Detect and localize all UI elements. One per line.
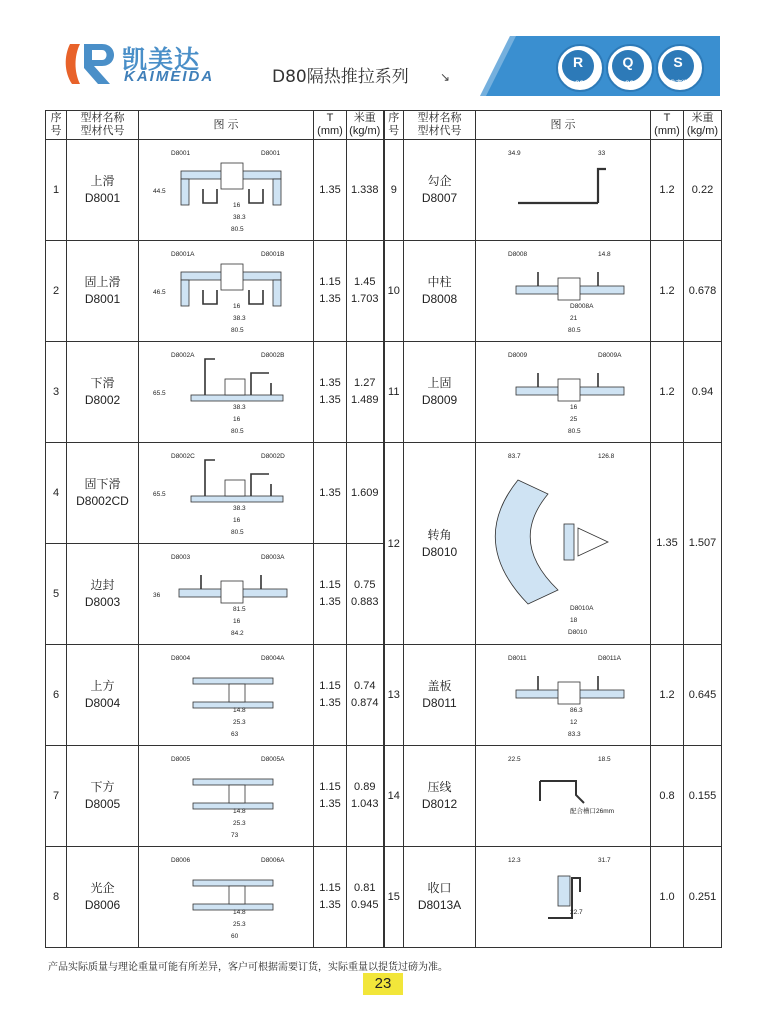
dimension-label: 80.5 [568,427,581,435]
dimension-label: D8001B [261,250,285,258]
row-name: 上固 D8009 [404,342,476,443]
dimension-label: 38.3 [233,213,246,221]
row-weight: 0.75 0.883 [347,544,384,645]
dimension-label: 84.2 [231,629,244,637]
row-thickness: 1.35 [314,140,347,241]
header-name-right: 型材名称 型材代号 [404,111,476,140]
row-no: 13 [384,645,404,746]
header-t: T (mm) [314,111,347,140]
page-number: 23 [363,973,403,995]
dimension-label: D8003 [171,553,191,561]
header-name: 型材名称 型材代号 [67,111,139,140]
profile-drawing [141,242,311,338]
dimension-label: D8001A [171,250,195,258]
row-name: 固下滑 D8002CD [67,443,139,544]
row-no: 10 [384,241,404,342]
header-t-right: T (mm) [651,111,684,140]
row-thickness: 1.2 [651,140,684,241]
dimension-label: 80.5 [231,528,244,536]
dimension-label: 25.3 [233,718,246,726]
kaimeida-logo-icon [62,38,122,88]
brand-name-cn: 凯美达 [122,45,201,74]
row-figure [139,241,314,342]
table-row [46,140,722,241]
row-name: 下方 D8005 [67,746,139,847]
row-name: 固上滑 D8001 [67,241,139,342]
row-weight: 1.507 [684,443,722,645]
row-thickness: 1.35 [651,443,684,645]
row-weight: 0.22 [684,140,722,241]
row-no: 5 [46,544,67,645]
profile-drawing [141,646,311,742]
row-weight: 0.89 1.043 [347,746,384,847]
dimension-label: D8008A [570,302,594,310]
row-thickness: 1.15 1.35 [314,746,347,847]
row-name: 压线 D8012 [404,746,476,847]
dimension-label: 31.7 [598,856,611,864]
row-thickness: 0.8 [651,746,684,847]
dimension-label: 80.5 [231,326,244,334]
dimension-label: 21 [570,314,578,322]
dimension-label: D8006A [261,856,285,864]
dimension-label: 12 [570,718,578,726]
row-thickness: 1.2 [651,342,684,443]
row-figure [476,443,651,645]
row-figure [476,241,651,342]
dimension-label: 14.8 [233,908,246,916]
row-no: 1 [46,140,67,241]
dimension-label: 16 [233,516,241,524]
profile-drawing [141,747,311,843]
row-figure [139,544,314,645]
dimension-label: 22.5 [508,755,521,763]
row-no: 8 [46,847,67,948]
cert-q-icon [606,44,654,92]
cert-r-sub: CQM [575,81,589,87]
table-row [46,342,722,443]
dimension-label: 16 [570,403,578,411]
dimension-label: D8010A [570,605,594,612]
row-no: 3 [46,342,67,443]
row-weight: 1.609 [347,443,384,544]
dimension-label: 46.5 [153,288,166,296]
dimension-label: D8002C [171,452,195,460]
dimension-label: D8001 [261,149,281,157]
brand-name-en: KAIMEIDA [124,68,215,85]
row-weight: 0.94 [684,342,722,443]
header-weight: 米重 (kg/m) [347,111,384,140]
row-thickness: 1.2 [651,645,684,746]
dimension-label: 16 [233,617,241,625]
dimension-label: 25 [570,415,578,423]
profile-drawing [478,646,648,742]
row-name: 中柱 D8008 [404,241,476,342]
header-no: 序 号 [46,111,67,140]
dimension-label: 126.8 [598,453,615,460]
row-thickness: 1.15 1.35 [314,645,347,746]
series-title: D80隔热推拉系列 [272,67,409,87]
dimension-label: 44.5 [153,187,166,195]
table-row [46,746,722,847]
row-name: 边封 D8003 [67,544,139,645]
profile-drawing [141,444,311,540]
row-weight: 1.27 1.489 [347,342,384,443]
dimension-label: D8002A [171,351,195,359]
row-weight: 0.81 0.945 [347,847,384,948]
dimension-label: 22.7 [570,908,583,916]
profile-drawing [478,141,648,237]
dimension-label: 80.5 [568,326,581,334]
row-name: 光企 D8006 [67,847,139,948]
row-weight: 0.645 [684,645,722,746]
row-figure [139,443,314,544]
dimension-label: 65.5 [153,389,166,397]
row-figure [139,342,314,443]
dimension-label: 86.3 [570,706,583,714]
dimension-label: 38.3 [233,314,246,322]
cert-s-letter: S [673,54,683,70]
dimension-label: 16 [233,201,241,209]
dimension-label: D8006 [171,856,191,864]
dimension-label: 18.5 [598,755,611,763]
dimension-label: D8002D [261,452,285,460]
cert-s-icon [656,44,704,92]
row-thickness: 1.15 1.35 [314,241,347,342]
row-name: 收口 D8013A [404,847,476,948]
table-row [46,847,722,948]
dimension-label: D8005 [171,755,191,763]
dimension-label: 80.5 [231,225,244,233]
dimension-label: 73 [231,831,239,839]
row-thickness: 1.0 [651,847,684,948]
row-no: 14 [384,746,404,847]
profile-drawing [478,343,648,439]
dimension-label: 配合槽口26mm [570,807,615,815]
row-name: 盖板 D8011 [404,645,476,746]
dimension-label: 16 [233,302,241,310]
cert-q-letter: Q [622,54,634,70]
dimension-label: 36 [153,591,161,599]
dimension-label: D8009 [508,351,528,359]
header-figure-right: 图 示 [476,111,651,140]
dimension-label: 18 [570,617,578,624]
profile-table [45,110,721,948]
table-row [46,241,722,342]
dimension-label: 34.9 [508,149,521,157]
row-figure [476,847,651,948]
profile-drawing [141,848,311,944]
row-thickness: 1.15 1.35 [314,544,347,645]
row-no: 11 [384,342,404,443]
row-figure [476,140,651,241]
row-thickness: 1.35 [314,443,347,544]
row-thickness: 1.2 [651,241,684,342]
row-weight: 1.338 [347,140,384,241]
profile-drawing [478,848,648,944]
cert-s-sub: 生产许可 [669,81,694,87]
dimension-label: 12.3 [508,856,521,864]
dimension-label: D8008 [508,250,528,258]
dimension-label: D8009A [598,351,622,359]
row-no: 2 [46,241,67,342]
cert-r-letter: R [572,54,584,70]
row-figure [139,140,314,241]
dimension-label: D8005A [261,755,285,763]
dimension-label: D8004A [261,654,285,662]
cert-q-sub: CQM [625,81,639,87]
row-weight: 0.678 [684,241,722,342]
dimension-label: 14.8 [233,706,246,714]
dimension-label: D8002B [261,351,285,359]
dimension-label: 25.3 [233,819,246,827]
cert-r-icon [556,44,604,92]
title-arrow-icon: ↘ [440,70,451,84]
dimension-label: D8003A [261,553,285,561]
dimension-label: D8004 [171,654,191,662]
profile-drawing [478,747,648,843]
row-figure [139,847,314,948]
dimension-label: D8011A [598,654,622,662]
dimension-label: 25.3 [233,920,246,928]
row-name: 上方 D8004 [67,645,139,746]
row-figure [476,645,651,746]
dimension-label: 83.3 [568,730,581,738]
row-thickness: 1.35 1.35 [314,342,347,443]
dimension-label: 63 [231,730,239,738]
row-weight: 0.155 [684,746,722,847]
dimension-label: D8011 [508,654,527,662]
row-name: 勾企 D8007 [404,140,476,241]
profile-drawing [141,141,311,237]
dimension-label: 14.8 [233,807,246,815]
row-no: 15 [384,847,404,948]
dimension-label: 16 [233,415,241,423]
dimension-label: 14.8 [598,250,611,258]
dimension-label: 81.5 [233,605,246,613]
dimension-label: 38.3 [233,403,246,411]
header-no-right: 序 号 [384,111,404,140]
table-header-row [46,111,722,140]
row-weight: 0.251 [684,847,722,948]
profile-drawing [478,242,648,338]
row-figure [476,746,651,847]
row-weight: 1.45 1.703 [347,241,384,342]
dimension-label: D8001 [171,149,191,157]
row-name: 转角 D8010 [404,443,476,645]
dimension-label: 80.5 [231,427,244,435]
dimension-label: 60 [231,932,239,940]
row-no: 9 [384,140,404,241]
row-figure [476,342,651,443]
row-thickness: 1.15 1.35 [314,847,347,948]
table-row [46,645,722,746]
dimension-label: 83.7 [508,453,521,460]
profile-drawing [141,545,311,641]
table-row [46,443,722,544]
row-no: 4 [46,443,67,544]
row-no: 12 [384,443,404,645]
row-figure [139,746,314,847]
row-no: 7 [46,746,67,847]
page-header [0,0,768,100]
row-weight: 0.74 0.874 [347,645,384,746]
row-figure [139,645,314,746]
header-weight-right: 米重 (kg/m) [684,111,722,140]
row-no: 6 [46,645,67,746]
dimension-label: D8010 [568,629,588,636]
dimension-label: 33 [598,149,606,157]
row-name: 上滑 D8001 [67,140,139,241]
dimension-label: 38.3 [233,504,246,512]
profile-drawing [141,343,311,439]
row-name: 下滑 D8002 [67,342,139,443]
header-figure: 图 示 [139,111,314,140]
profile-drawing [478,444,648,640]
dimension-label: 65.5 [153,490,166,498]
footnote: 产品实际质量与理论重量可能有所差异，客户可根据需要订货，实际重量以提货过磅为准。 [48,962,448,973]
